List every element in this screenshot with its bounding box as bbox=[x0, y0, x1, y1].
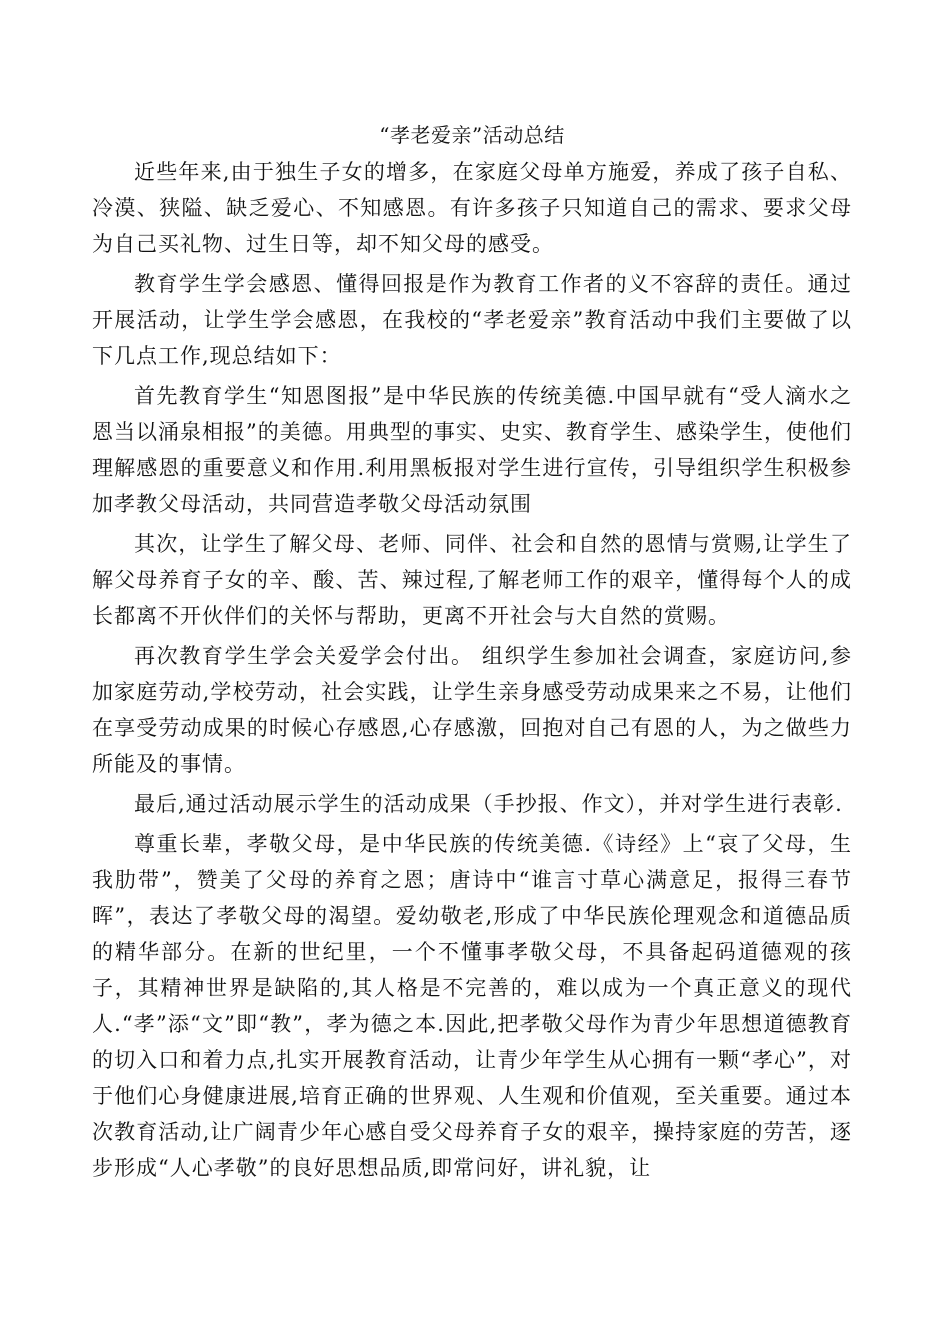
paragraph-third: 再次教育学生学会关爱学会付出。 组织学生参加社会调查，家庭访问,参加家庭劳动,学校劳动，社会实践，让学生亲身感受劳动成果来之不易，让他们在享受劳动成果的时候心存感恩,心存感激，回抱对自己有恩的人，为之做些力所能及的事情。 bbox=[92, 644, 852, 776]
document-title: “孝老爱亲”活动总结 bbox=[379, 123, 565, 147]
paragraph-second: 其次，让学生了解父母、老师、同伴、社会和自然的恩情与赏赐,让学生了解父母养育子女的辛、酸、苦、辣过程,了解老师工作的艰辛，懂得每个人的成长都离不开伙伴们的关怀与帮助，更离不开社会与大自然的赏赐。 bbox=[92, 532, 852, 628]
paragraph-responsibility: 教育学生学会感恩、懂得回报是作为教育工作者的义不容辞的责任。通过开展活动，让学生学会感恩，在我校的“孝老爱亲”教育活动中我们主要做了以下几点工作,现总结如下： bbox=[92, 272, 852, 368]
paragraph-finally: 最后,通过活动展示学生的活动成果（手抄报、作文），并对学生进行表彰. bbox=[134, 792, 843, 816]
paragraph-intro: 近些年来,由于独生子女的增多，在家庭父母单方施爱，养成了孩子自私、冷漠、狭隘、缺乏爱心、不知感恩。有许多孩子只知道自己的需求、要求父母为自己买礼物、过生日等，却不知父母的感受。 bbox=[92, 160, 852, 256]
paragraph-first: 首先教育学生“知恩图报”是中华民族的传统美德.中国早就有“受人滴水之恩当以涌泉相报”的美德。用典型的事实、史实、教育学生、感染学生，使他们理解感恩的重要意义和作用.利用黑板报对学生进行宣传，引导组织学生积极参加孝教父母活动，共同营造孝敬父母活动氛围 bbox=[92, 384, 852, 516]
paragraph-filial-piety: 尊重长辈，孝敬父母，是中华民族的传统美德.《诗经》上“哀了父母，生我肋带”，赞美了父母的养育之恩；唐诗中“谁言寸草心满意足，报得三春节晖”，表达了孝敬父母的渴望。爱幼敬老,形成了中华民族伦理观念和道德品质的精华部分。在新的世纪里，一个不懂事孝敬父母，不具备起码道德观的孩子，其精神世界是缺陷的,其人格是不完善的，难以成为一个真正意义的现代人.“孝”添“文”即“教”，孝为德之本.因此,把孝敬父母作为青少年思想道德教育的切入口和着力点,扎实开展教育活动，让青少年学生从心拥有一颗“孝心”，对于他们心身健康进展,培育正确的世界观、人生观和价值观，至关重要。通过本次教育活动,让广阔青少年心感自受父母养育子女的艰辛，操持家庭的劳苦，逐步形成“人心孝敬”的良好思想品质,即常问好，讲礼貌，让 bbox=[92, 832, 852, 1180]
document-page bbox=[92, 120, 852, 1190]
